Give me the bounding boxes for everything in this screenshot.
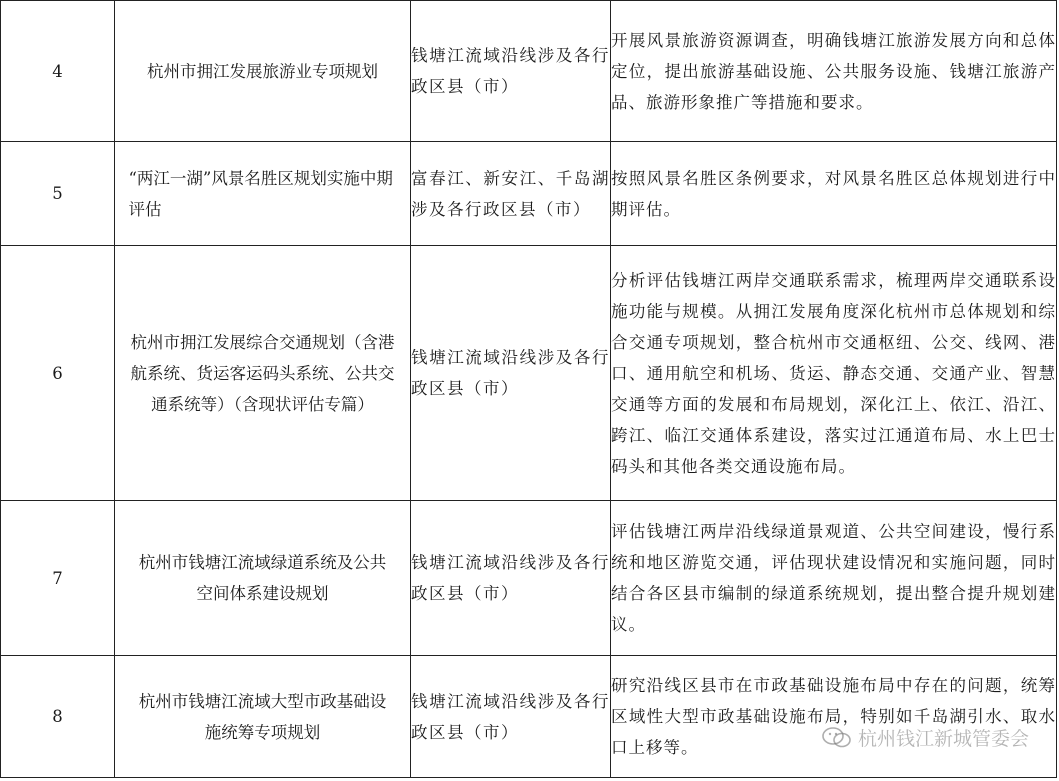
row-number: 4 <box>1 1 115 142</box>
row-number: 5 <box>1 142 115 246</box>
plan-description: 分析评估钱塘江两岸交通联系需求，梳理两岸交通联系设施功能与规模。从拥江发展角度深化杭州市总体规划和综合交通专项规划，整合杭州市交通枢纽、公交、线网、港口、通用航空和机场、货运、静态交通、交通产业、智慧交通等方面的发展和布局规划，深化江上、依江、沿江、跨江、临江交通体系建设，落实过江通道布局、水上巴士码头和其他各类交通设施布局。 <box>611 246 1057 501</box>
plan-area: 钱塘江流域沿线涉及各行政区县（市） <box>411 501 611 656</box>
plan-name <box>115 142 411 246</box>
table-row <box>1 246 1057 501</box>
plan-name-text: 杭州市钱塘江流域绿道系统及公共空间体系建设规划 <box>138 553 387 603</box>
plan-description: 研究沿线区县市在市政基础设施布局中存在的问题，统筹区域性大型市政基础设施布局，特别如千岛湖引水、取水口上移等。 <box>611 656 1057 778</box>
plan-area: 富春江、新安江、千岛湖涉及各行政区县（市） <box>411 142 611 246</box>
row-number: 8 <box>1 656 115 778</box>
table-row <box>1 142 1057 246</box>
row-number: 7 <box>1 501 115 656</box>
plan-area: 钱塘江流域沿线涉及各行政区县（市） <box>411 656 611 778</box>
plan-name-text: 杭州市拥江发展综合交通规划（含港航系统、货运客运码头系统、公共交通系统等）（含现状评估专篇） <box>130 332 395 414</box>
watermark-text: 杭州钱江新城管委会 <box>857 728 1029 750</box>
plan-name <box>115 656 411 778</box>
plan-name <box>115 246 411 501</box>
plan-description: 开展风景旅游资源调查，明确钱塘江旅游发展方向和总体定位，提出旅游基础设施、公共服务设施、钱塘江旅游产品、旅游形象推广等措施和要求。 <box>611 1 1057 142</box>
plan-area: 钱塘江流域沿线涉及各行政区县（市） <box>411 246 611 501</box>
plan-name-text: 杭州市拥江发展旅游业专项规划 <box>147 61 378 81</box>
plan-description: 评估钱塘江两岸沿线绿道景观道、公共空间建设，慢行系统和地区游览交通，评估现状建设情况和实施问题，同时结合各区县市编制的绿道系统规划，提出整合提升规划建议。 <box>611 501 1057 656</box>
table-row <box>1 501 1057 656</box>
plan-name <box>115 1 411 142</box>
row-number: 6 <box>1 246 115 501</box>
plan-area: 钱塘江流域沿线涉及各行政区县（市） <box>411 1 611 142</box>
plan-name <box>115 501 411 656</box>
table-row <box>1 1 1057 142</box>
table-row <box>1 656 1057 778</box>
plan-name-text: 杭州市钱塘江流域大型市政基础设施统筹专项规划 <box>138 691 387 742</box>
plan-description: 按照风景名胜区条例要求，对风景名胜区总体规划进行中期评估。 <box>611 142 1057 246</box>
plan-name-text: “两江一湖”风景名胜区规划实施中期评估 <box>128 168 393 219</box>
